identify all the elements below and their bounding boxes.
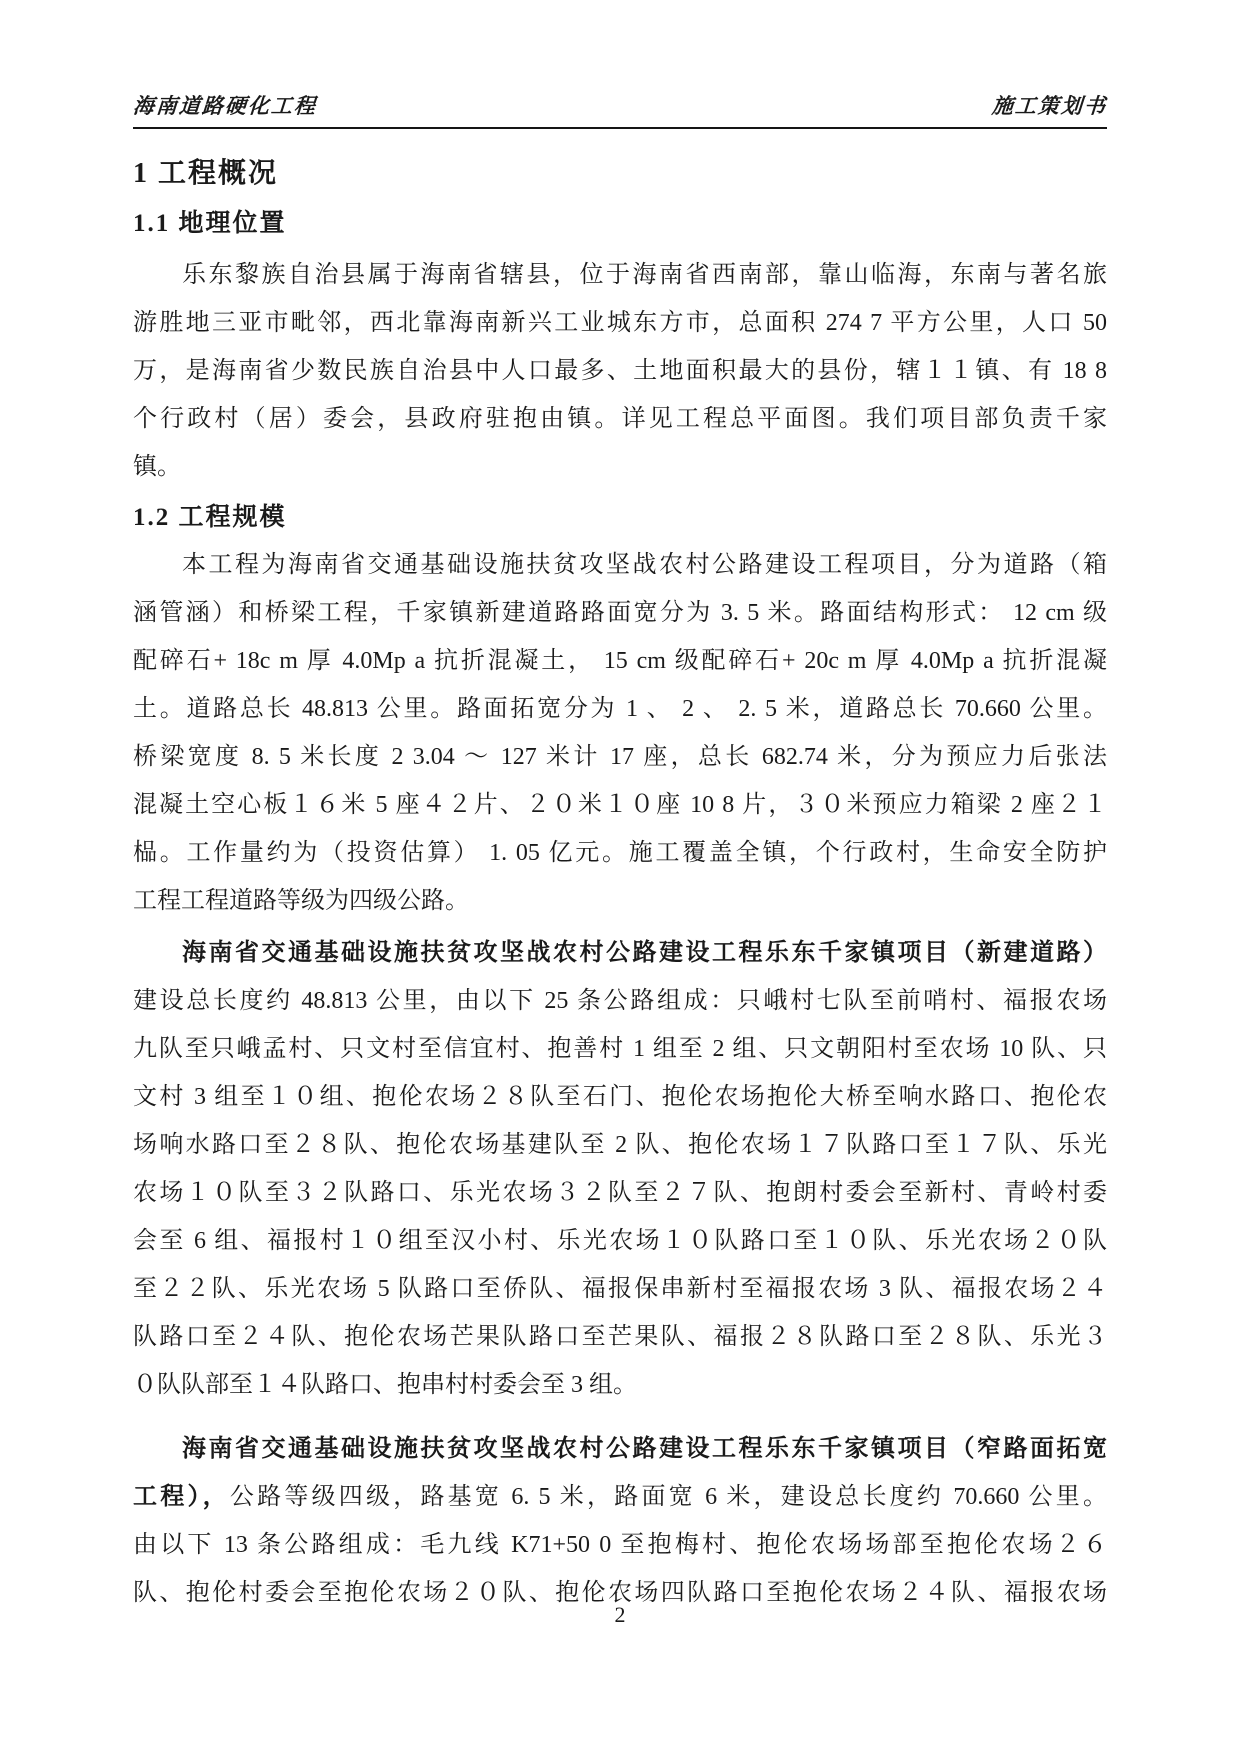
text-line (133, 829, 1107, 877)
text-segment: 涵管涵）和桥梁工程，千家镇新建道路路面宽分为 3. 5 米。路面结构形式： 12 cm 级 (133, 600, 1107, 626)
section-heading-project-scale: 1.2 工程规模 (133, 504, 287, 531)
text-line (133, 977, 1107, 1025)
text-segment: 土。道路总长 48.813 公里。路面拓宽分为 1 、 2 、 2. 5 米，道路总长 70.660 公里。 (133, 696, 1107, 722)
text-line (133, 541, 1107, 589)
text-line (133, 685, 1107, 733)
text-segment: 场响水路口至２８队、抱伦农场基建队至 2 队、抱伦农场１７队路口至１７队、乐光 (133, 1132, 1107, 1158)
text-line (133, 1361, 1107, 1409)
text-segment: 由以下 13 条公路组成：毛九线 K71+50 0 至抱梅村、抱伦农场场部至抱伦农场２６ (133, 1532, 1107, 1558)
page-header (133, 0, 1107, 129)
text-segment: 公路等级四级，路基宽 6. 5 米，路面宽 6 米，建设总长度约 70.660 公里。 (229, 1484, 1107, 1510)
text-line (133, 929, 1107, 977)
text-line (133, 1073, 1107, 1121)
text-segment: 乐东黎族自治县属于海南省辖县，位于海南省西南部，靠山临海，东南与著名旅 (182, 262, 1107, 288)
text-segment: ０队队部至１４队路口、抱串村村委会至 3 组。 (133, 1372, 637, 1398)
text-segment: 九队至只峨孟村、只文村至信宜村、抱善村 1 组至 2 组、只文朝阳村至农场 10 队、只 (133, 1036, 1107, 1062)
text-line (133, 1121, 1107, 1169)
text-segment: 队路口至２４队、抱伦农场芒果队路口至芒果队、福报２８队路口至２８队、乐光３ (133, 1324, 1107, 1350)
text-segment: 建设总长度约 48.813 公里，由以下 25 条公路组成：只峨村七队至前哨村、福报农场 (133, 988, 1107, 1014)
text-line (133, 1169, 1107, 1217)
header-left-title: 海南道路硬化工程 (132, 94, 318, 118)
chapter-heading: 1 工程概况 (133, 158, 279, 189)
bold-text-segment: 海南省交通基础设施扶贫攻坚战农村公路建设工程乐东千家镇项目（新建道路） (182, 940, 1107, 966)
text-line (133, 637, 1107, 685)
text-line (133, 589, 1107, 637)
text-line (133, 1265, 1107, 1313)
text-segment: 队、抱伦村委会至抱伦农场２０队、抱伦农场四队路口至抱伦农场２４队、福报农场 (133, 1580, 1107, 1606)
bold-text-segment: 海南省交通基础设施扶贫攻坚战农村公路建设工程乐东千家镇项目（窄路面拓宽 (182, 1436, 1107, 1462)
text-line (133, 299, 1107, 347)
text-line (133, 1217, 1107, 1265)
text-line (133, 733, 1107, 781)
text-line (133, 781, 1107, 829)
page-number: 2 (614, 1602, 626, 1627)
paragraph-project-scale (133, 541, 1107, 925)
text-segment: 工程工程道路等级为四级公路。 (133, 888, 469, 914)
text-segment: 镇。 (133, 454, 181, 480)
text-line (133, 1025, 1107, 1073)
text-line (133, 251, 1107, 299)
text-segment: 混凝土空心板１６米 5 座４２片、２０米１０座 10 8 片，３０米预应力箱梁 2 座２１ (133, 792, 1107, 818)
text-segment: 配碎石+ 18c m 厚 4.0Mp a 抗折混凝土， 15 cm 级配碎石+ 20c m 厚 4.0Mp a 抗折混凝 (133, 648, 1107, 674)
text-line (133, 1313, 1107, 1361)
section-heading-geography: 1.1 地理位置 (133, 210, 287, 237)
text-line (133, 347, 1107, 395)
paragraph-geography (133, 251, 1107, 491)
text-segment: 万，是海南省少数民族自治县中人口最多、土地面积最大的县份，辖１１镇、有 18 8 (133, 358, 1107, 384)
text-segment: 游胜地三亚市毗邻，西北靠海南新兴工业城东方市，总面积 274 7 平方公里，人口 50 (133, 310, 1107, 336)
header-right-title: 施工策划书 (991, 94, 1108, 118)
text-line (133, 1521, 1107, 1569)
text-segment: 会至 6 组、福报村１０组至汉小村、乐光农场１０队路口至１０队、乐光农场２０队 (133, 1228, 1107, 1254)
paragraph-road-widening (133, 1425, 1107, 1617)
text-line (133, 1473, 1107, 1521)
text-line (133, 395, 1107, 443)
text-segment: 本工程为海南省交通基础设施扶贫攻坚战农村公路建设工程项目，分为道路（箱 (182, 552, 1107, 578)
text-line (133, 877, 1107, 925)
text-segment: 榀。工作量约为（投资估算） 1. 05 亿元。施工覆盖全镇，个行政村，生命安全防护 (133, 840, 1107, 866)
text-segment: 文村 3 组至１０组、抱伦农场２８队至石门、抱伦农场抱伦大桥至响水路口、抱伦农 (133, 1084, 1107, 1110)
text-segment: 至２２队、乐光农场 5 队路口至侨队、福报保串新村至福报农场 3 队、福报农场２４ (133, 1276, 1107, 1302)
text-segment: 农场１０队至３２队路口、乐光农场３２队至２７队、抱朗村委会至新村、青岭村委 (133, 1180, 1107, 1206)
bold-text-segment: 工程）， (133, 1484, 230, 1510)
text-line (133, 1425, 1107, 1473)
text-segment: 个行政村（居）委会，县政府驻抱由镇。详见工程总平面图。我们项目部负责千家 (133, 406, 1107, 432)
text-segment: 桥梁宽度 8. 5 米长度 2 3.04 ～ 127 米计 17 座，总长 682.74 米，分为预应力后张法 (133, 744, 1107, 770)
text-line (133, 443, 1107, 491)
paragraph-new-roads (133, 929, 1107, 1409)
